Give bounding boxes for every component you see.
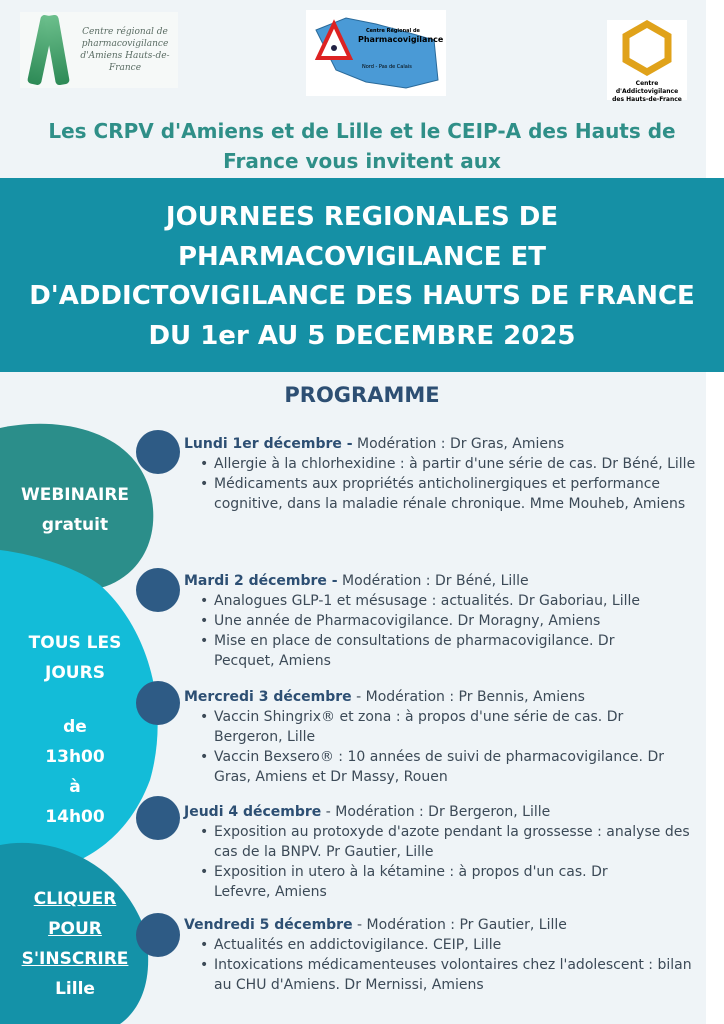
talk-item: • Actualités en addictovigilance. CEIP, Lille [200, 935, 704, 955]
talk-item: • Une année de Pharmacovigilance. Dr Moragny, Amiens [200, 611, 704, 631]
end-time: 14h00 [45, 807, 105, 827]
region-map-icon [306, 10, 446, 96]
day-marker-icon [136, 430, 180, 474]
day-title: Mardi 2 décembre - [184, 573, 338, 589]
register-link-line[interactable]: CLIQUER [33, 889, 117, 909]
day-title: Lundi 1er décembre - [184, 436, 353, 452]
register-link-line[interactable]: POUR [48, 919, 102, 939]
crpv-text-2: Pharmacovigilance [358, 35, 444, 44]
day-marker-icon [136, 796, 180, 840]
day-title: Jeudi 4 décembre [184, 804, 322, 820]
talk-item: • Médicaments aux propriétés anticholinergiques et performance cognitive, dans la maladie rénale chronique. Mme Mouheb, Amiens [200, 474, 704, 514]
day-title: Mercredi 3 décembre [184, 689, 352, 705]
webinaire-label [0, 480, 150, 540]
hexagon-logo-icon [622, 20, 672, 76]
day-mercredi [184, 687, 704, 787]
day-marker-icon [136, 681, 180, 725]
talk-item: • Mise en place de consultations de pharmacovigilance. Dr Pecquet, Amiens [200, 631, 704, 671]
a-text: à [69, 777, 81, 797]
webinaire-text: WEBINAIRE [20, 485, 130, 505]
ceip-text-1: Centre d'Addictovigilance [615, 80, 679, 95]
talk-item: • Analogues GLP-1 et mésusage : actualités. Dr Gaboriau, Lille [200, 591, 704, 611]
gratuit-text: gratuit [41, 515, 109, 535]
ceip-text-2: des Hauts-de-France [612, 96, 682, 103]
talk-item: • Exposition in utero à la kétamine : à propos d'un cas. Dr Lefevre, Amiens [200, 862, 704, 902]
logo-crpv-amiens [20, 12, 178, 88]
day-moderation: Modération : Dr Gras, Amiens [352, 436, 565, 452]
day-marker-icon [136, 568, 180, 612]
logo-amiens-text: Centre régional de pharmacovigilance d'Amiens Hauts-de-France [80, 27, 170, 73]
de-text: de [63, 717, 87, 737]
day-moderation: - Modération : Dr Bergeron, Lille [321, 804, 551, 820]
talk-item: • Allergie à la chlorhexidine : à partir d'une série de cas. Dr Béné, Lille [200, 454, 704, 474]
register-link-line[interactable]: S'INSCRIRE [21, 949, 129, 969]
crpv-text-3: Nord - Pas de Calais [362, 64, 412, 70]
register-link[interactable] [0, 884, 150, 1004]
day-moderation: - Modération : Pr Bennis, Amiens [351, 689, 585, 705]
crpv-text-1: Centre Régional de [366, 28, 420, 34]
lille-text: Lille [55, 979, 95, 999]
talk-item: • Intoxications médicamenteuses volontaires chez l'adolescent : bilan au CHU d'Amiens. Dr Mernissi, Amiens [200, 955, 704, 995]
banner-line: PHARMACOVIGILANCE ET [177, 241, 547, 272]
day-vendredi [184, 915, 704, 995]
day-title: Vendredi 5 décembre [184, 917, 353, 933]
day-marker-icon [136, 913, 180, 957]
day-lundi [184, 434, 704, 514]
banner-line: JOURNEES REGIONALES DE [165, 202, 559, 232]
day-jeudi [184, 802, 704, 902]
invitation-text [0, 116, 724, 176]
jours-text: JOURS [45, 663, 105, 683]
talk-item: • Vaccin Shingrix® et zona : à propos d'une série de cas. Dr Bergeron, Lille [200, 707, 704, 747]
intro-line: France vous invitent aux [223, 149, 501, 173]
banner-line: D'ADDICTOVIGILANCE DES HAUTS DE FRANCE [29, 281, 695, 311]
logo-crpv-lille [306, 10, 446, 96]
talk-item: • Vaccin Bexsero® : 10 années de suivi de pharmacovigilance. Dr Gras, Amiens et Dr Massy, Rouen [200, 747, 704, 787]
day-moderation: - Modération : Pr Gautier, Lille [352, 917, 567, 933]
day-moderation: Modération : Dr Béné, Lille [337, 573, 529, 589]
programme-title: PROGRAMME [284, 383, 440, 407]
start-time: 13h00 [45, 747, 105, 767]
intro-line: Les CRPV d'Amiens et de Lille et le CEIP-A des Hauts de [48, 119, 676, 143]
logo-ceip [607, 20, 687, 103]
letter-a-logo-icon [20, 15, 80, 85]
schedule-label [0, 628, 150, 832]
day-mardi [184, 571, 704, 671]
tous-les-text: TOUS LES [28, 633, 122, 653]
banner-line: DU 1er AU 5 DECEMBRE 2025 [148, 320, 576, 351]
talk-item: • Exposition au protoxyde d'azote pendant la grossesse : analyse des cas de la BNPV. Pr Gautier, Lille [200, 822, 704, 862]
event-title-banner [0, 178, 724, 372]
